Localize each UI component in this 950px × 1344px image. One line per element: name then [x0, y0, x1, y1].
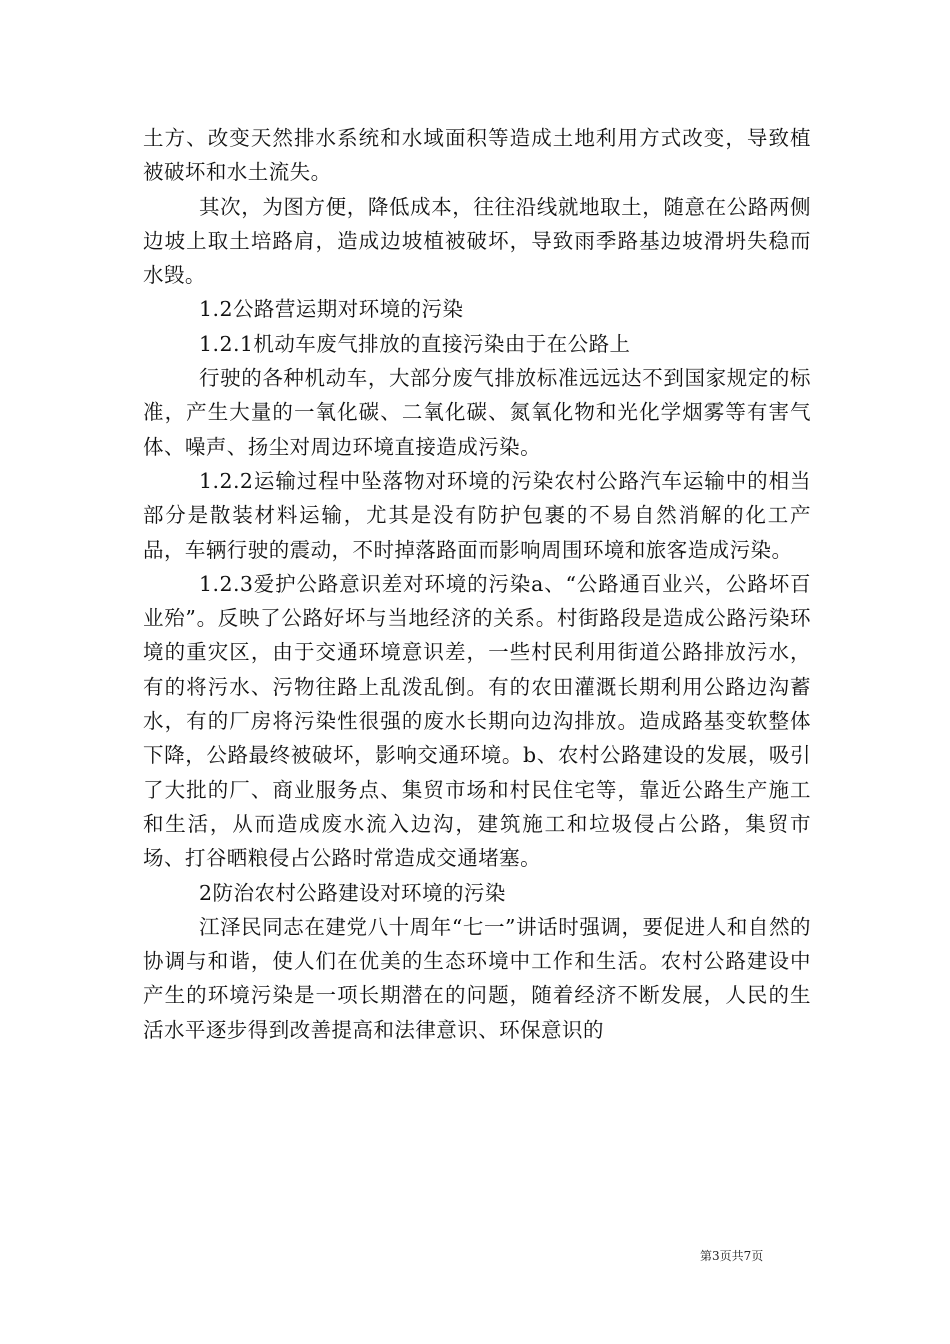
document-body — [143, 121, 811, 1047]
paragraph-1-2-3: 1.2.3爱护公路意识差对环境的污染a、“公路通百业兴，公路坏百业殆”。反映了公路好坏与当地经济的关系。村街路段是造成公路污染环境的重灾区，由于交通环境意识差，一些村民利用街道公路排放污水，有的将污水、污物往路上乱泼乱倒。有的农田灌溉长期利用公路边沟蓄水，有的厂房将污染性很强的废水长期向边沟排放。造成路基变软整体下降，公路最终被破坏，影响交通环境。b、农村公路建设的发展，吸引了大批的厂、商业服务点、集贸市场和村民住宅等，靠近公路生产施工和生活，从而造成废水流入边沟，建筑施工和垃圾侵占公路，集贸市场、打谷晒粮侵占公路时常造成交通堵塞。 — [143, 571, 811, 871]
paragraph-2: 其次，为图方便，降低成本，往往沿线就地取土，随意在公路两侧边坡上取土培路肩，造成边坡植被破坏，导致雨季路基边坡滑坍失稳而水毁。 — [143, 194, 811, 288]
paragraph-1: 土方、改变天然排水系统和水域面积等造成土地利用方式改变，导致植被破坏和水土流失。 — [143, 126, 811, 185]
paragraph-4: 江泽民同志在建党八十周年“七一”讲话时强调，要促进人和自然的协调与和谐，使人们在优美的生态环境中工作和生活。农村公路建设中产生的环境污染是一项长期潜在的问题，随着经济不断发展，人民的生活水平逐步得到改善提高和法律意识、环保意识的 — [143, 914, 811, 1042]
page-number-footer: 第3页共7页 — [700, 1249, 764, 1263]
section-heading-1-2: 1.2公路营运期对环境的污染 — [199, 297, 464, 322]
paragraph-3: 行驶的各种机动车，大部分废气排放标准远远达不到国家规定的标准，产生大量的一氧化碳、二氧化碳、氮氧化物和光化学烟雾等有害气体、噪声、扬尘对周边环境直接造成污染。 — [143, 366, 811, 459]
paragraph-1-2-2: 1.2.2运输过程中坠落物对环境的污染农村公路汽车运输中的相当部分是散装材料运输，尤其是没有防护包裹的不易自然消解的化工产品，车辆行驶的震动，不时掉落路面而影响周围环境和旅客造成污染。 — [143, 468, 811, 562]
section-heading-2: 2防治农村公路建设对环境的污染 — [199, 880, 506, 905]
section-heading-1-2-1: 1.2.1机动车废气排放的直接污染由于在公路上 — [199, 331, 631, 356]
